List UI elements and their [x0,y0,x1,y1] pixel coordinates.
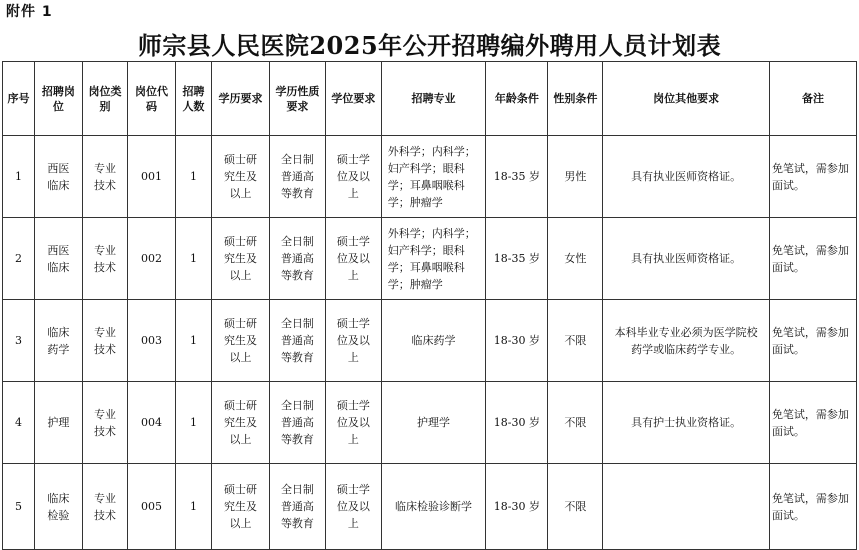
cell-seq: 4 [3,382,35,464]
table-row [3,136,857,218]
header-seq: 序号 [3,62,35,136]
cell-education: 硕士研究生及以上 [212,218,270,300]
cell-post-name: 西医临床 [35,218,83,300]
cell-count: 1 [175,300,211,382]
cell-edu-nature: 全日制普通高等教育 [270,464,326,550]
cell-remarks: 免笔试，需参加面试。 [769,382,856,464]
cell-remarks: 免笔试，需参加面试。 [769,300,856,382]
cell-age: 18-30 岁 [486,464,548,550]
cell-post-name: 西医临床 [35,136,83,218]
cell-gender: 不限 [548,300,603,382]
cell-edu-nature: 全日制普通高等教育 [270,218,326,300]
header-major: 招聘专业 [381,62,486,136]
header-post-name: 招聘岗位 [35,62,83,136]
cell-major: 临床药学 [381,300,486,382]
cell-degree: 硕士学位及以上 [325,382,381,464]
header-post-code: 岗位代码 [128,62,176,136]
cell-other-requirements [603,464,770,550]
cell-post-type: 专业技术 [82,136,128,218]
cell-major: 外科学；内科学；妇产科学；眼科学；耳鼻咽喉科学；肿瘤学 [381,136,486,218]
cell-seq: 2 [3,218,35,300]
cell-post-name: 临床药学 [35,300,83,382]
header-degree: 学位要求 [325,62,381,136]
header-count: 招聘人数 [175,62,211,136]
cell-age: 18-35 岁 [486,136,548,218]
cell-edu-nature: 全日制普通高等教育 [270,136,326,218]
cell-age: 18-35 岁 [486,218,548,300]
cell-edu-nature: 全日制普通高等教育 [270,382,326,464]
table-row [3,218,857,300]
cell-major: 临床检验诊断学 [381,464,486,550]
cell-seq: 1 [3,136,35,218]
cell-age: 18-30 岁 [486,382,548,464]
cell-post-type: 专业技术 [82,382,128,464]
cell-degree: 硕士学位及以上 [325,300,381,382]
header-edu-nature: 学历性质要求 [270,62,326,136]
cell-major: 外科学；内科学；妇产科学；眼科学；耳鼻咽喉科学；肿瘤学 [381,218,486,300]
cell-education: 硕士研究生及以上 [212,136,270,218]
cell-remarks: 免笔试，需参加面试。 [769,218,856,300]
cell-education: 硕士研究生及以上 [212,382,270,464]
cell-post-name: 临床检验 [35,464,83,550]
cell-post-type: 专业技术 [82,218,128,300]
header-post-type: 岗位类别 [82,62,128,136]
cell-seq: 5 [3,464,35,550]
cell-education: 硕士研究生及以上 [212,464,270,550]
cell-seq: 3 [3,300,35,382]
table-row [3,382,857,464]
cell-degree: 硕士学位及以上 [325,218,381,300]
cell-gender: 不限 [548,382,603,464]
cell-post-code: 002 [128,218,176,300]
cell-post-type: 专业技术 [82,464,128,550]
cell-count: 1 [175,382,211,464]
header-age: 年龄条件 [486,62,548,136]
header-gender: 性别条件 [548,62,603,136]
table-row [3,300,857,382]
document-title: 师宗县人民医院2025年公开招聘编外聘用人员计划表 [137,31,722,60]
cell-education: 硕士研究生及以上 [212,300,270,382]
cell-other-requirements: 具有执业医师资格证。 [603,218,770,300]
cell-count: 1 [175,136,211,218]
header-education: 学历要求 [212,62,270,136]
table-row [3,464,857,550]
cell-remarks: 免笔试，需参加面试。 [769,464,856,550]
cell-degree: 硕士学位及以上 [325,136,381,218]
cell-other-requirements: 本科毕业专业必须为医学院校药学或临床药学专业。 [603,300,770,382]
cell-count: 1 [175,218,211,300]
recruitment-plan-table [2,61,857,550]
cell-post-code: 001 [128,136,176,218]
cell-post-type: 专业技术 [82,300,128,382]
cell-post-code: 005 [128,464,176,550]
cell-count: 1 [175,464,211,550]
cell-gender: 女性 [548,218,603,300]
cell-age: 18-30 岁 [486,300,548,382]
header-other-requirements: 岗位其他要求 [603,62,770,136]
cell-remarks: 免笔试，需参加面试。 [769,136,856,218]
attachment-label: 附件 1 [6,4,53,20]
cell-post-code: 004 [128,382,176,464]
cell-other-requirements: 具有护士执业资格证。 [603,382,770,464]
header-remarks: 备注 [769,62,856,136]
cell-gender: 不限 [548,464,603,550]
cell-post-code: 003 [128,300,176,382]
cell-major: 护理学 [381,382,486,464]
header-row [3,62,857,136]
cell-degree: 硕士学位及以上 [325,464,381,550]
cell-post-name: 护理 [35,382,83,464]
cell-gender: 男性 [548,136,603,218]
cell-other-requirements: 具有执业医师资格证。 [603,136,770,218]
cell-edu-nature: 全日制普通高等教育 [270,300,326,382]
